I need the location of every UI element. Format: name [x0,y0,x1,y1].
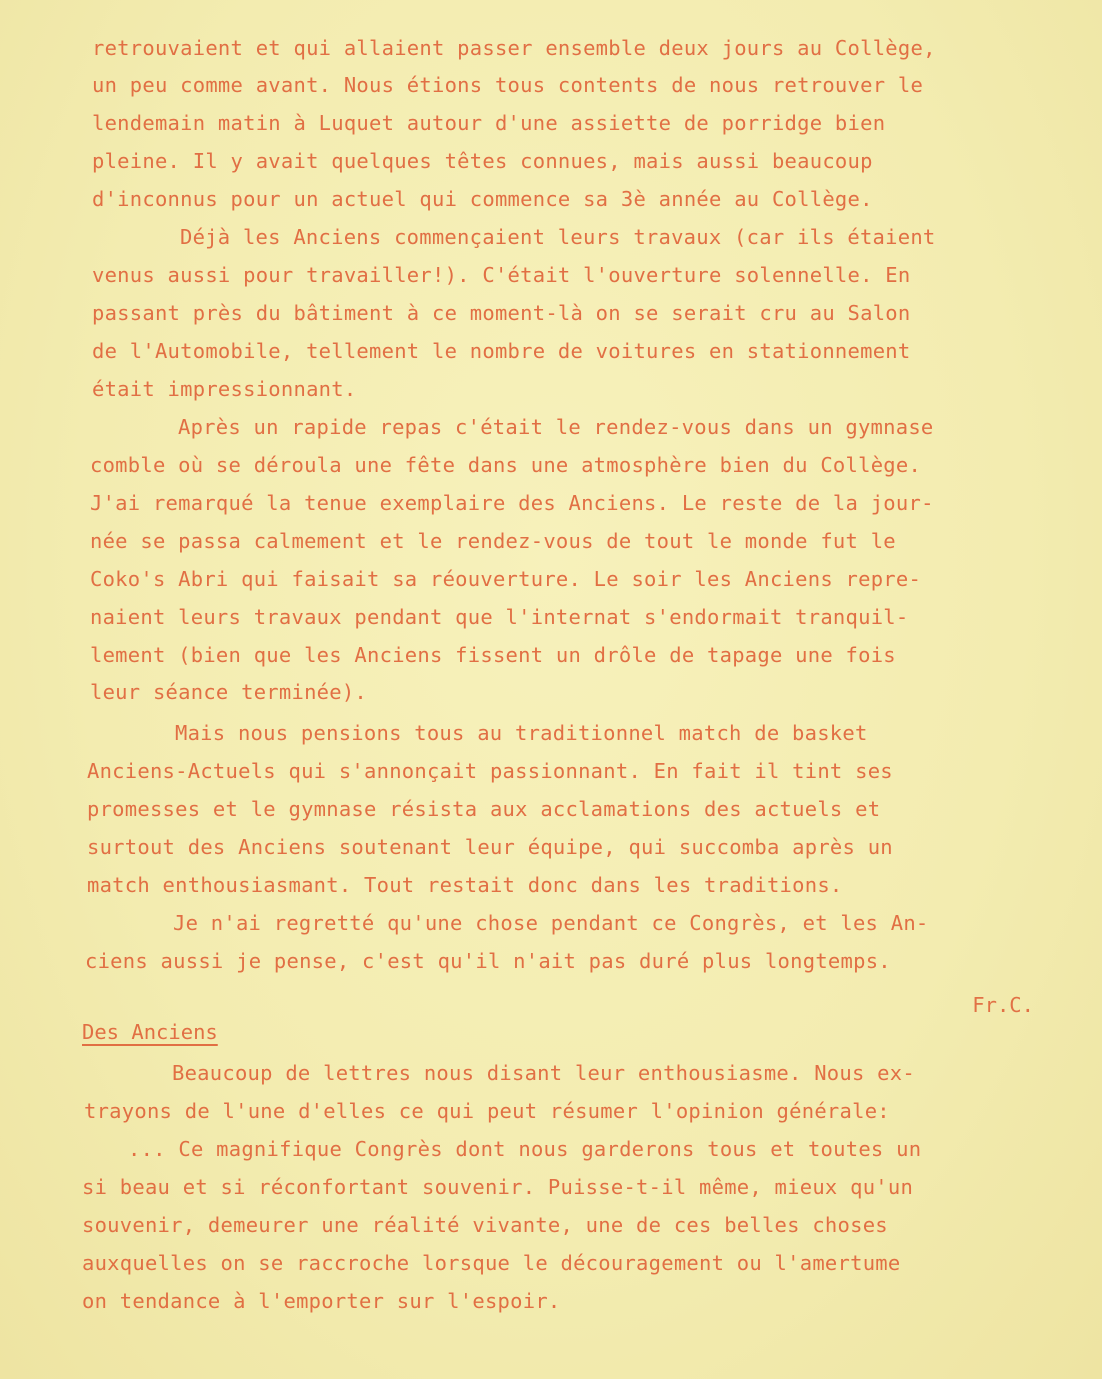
text-line: lendemain matin à Luquet autour d'une assiette de porridge bien [92,111,886,135]
text-line: naient leurs travaux pendant que l'internat s'endormait tranquil- [90,605,909,629]
text-line: Je n'ai regretté qu'une chose pendant ce Congrès, et les An- [173,911,929,935]
text-line: Anciens-Actuels qui s'annonçait passionnant. En fait il tint ses [87,759,893,783]
text-line: auxquelles on se raccroche lorsque le découragement ou l'amertume [82,1251,901,1275]
signature: Fr.C. [972,993,1034,1017]
text-line: comble où se déroula une fête dans une atmosphère bien du Collège. [90,453,922,477]
text-line: Mais nous pensions tous au traditionnel match de basket [175,721,868,745]
text-line: Après un rapide repas c'était le rendez-vous dans un gymnase [178,415,934,439]
text-line: née se passa calmement et le rendez-vous de tout le monde fut le [90,529,896,553]
text-line: si beau et si réconfortant souvenir. Puisse-t-il même, mieux qu'un [82,1175,914,1199]
text-line: Coko's Abri qui faisait sa réouverture. Le soir les Anciens repre- [90,567,922,591]
text-line: de l'Automobile, tellement le nombre de voitures en stationnement [92,339,911,363]
text-line: promesses et le gymnase résista aux acclamations des actuels et [87,797,881,821]
text-line: pleine. Il y avait quelques têtes connues, mais aussi beaucoup [92,149,873,173]
text-line: passant près du bâtiment à ce moment-là on se serait cru au Salon [92,301,911,325]
text-line: d'inconnus pour un actuel qui commence sa 3è année au Collège. [92,187,873,211]
text-line: un peu comme avant. Nous étions tous contents de nous retrouver le [92,73,924,97]
text-line: J'ai remarqué la tenue exemplaire des Anciens. Le reste de la jour- [90,491,934,515]
text-line: on tendance à l'emporter sur l'espoir. [82,1289,561,1313]
text-line: Beaucoup de lettres nous disant leur enthousiasme. Nous ex- [172,1061,915,1085]
text-line: lement (bien que les Anciens fissent un drôle de tapage une fois [90,643,896,667]
text-line: ... Ce magnifique Congrès dont nous garderons tous et toutes un [128,1137,922,1161]
section-heading: Des Anciens [82,1020,218,1044]
text-line: match enthousiasmant. Tout restait donc dans les traditions. [87,873,843,897]
text-line: Déjà les Anciens commençaient leurs travaux (car ils étaient [180,225,936,249]
text-line: ciens aussi je pense, c'est qu'il n'ait pas duré plus longtemps. [85,949,891,973]
text-line: venus aussi pour travailler!). C'était l'ouverture solennelle. En [92,263,911,287]
text-line: leur séance terminée). [90,680,368,704]
text-line: était impressionnant. [92,377,357,401]
text-line: souvenir, demeurer une réalité vivante, une de ces belles choses [82,1213,888,1237]
text-line: surtout des Anciens soutenant leur équipe, qui succomba après un [87,835,893,859]
text-line: retrouvaient et qui allaient passer ensemble deux jours au Collège, [92,36,936,60]
text-line: trayons de l'une d'elles ce qui peut résumer l'opinion générale: [84,1099,890,1123]
